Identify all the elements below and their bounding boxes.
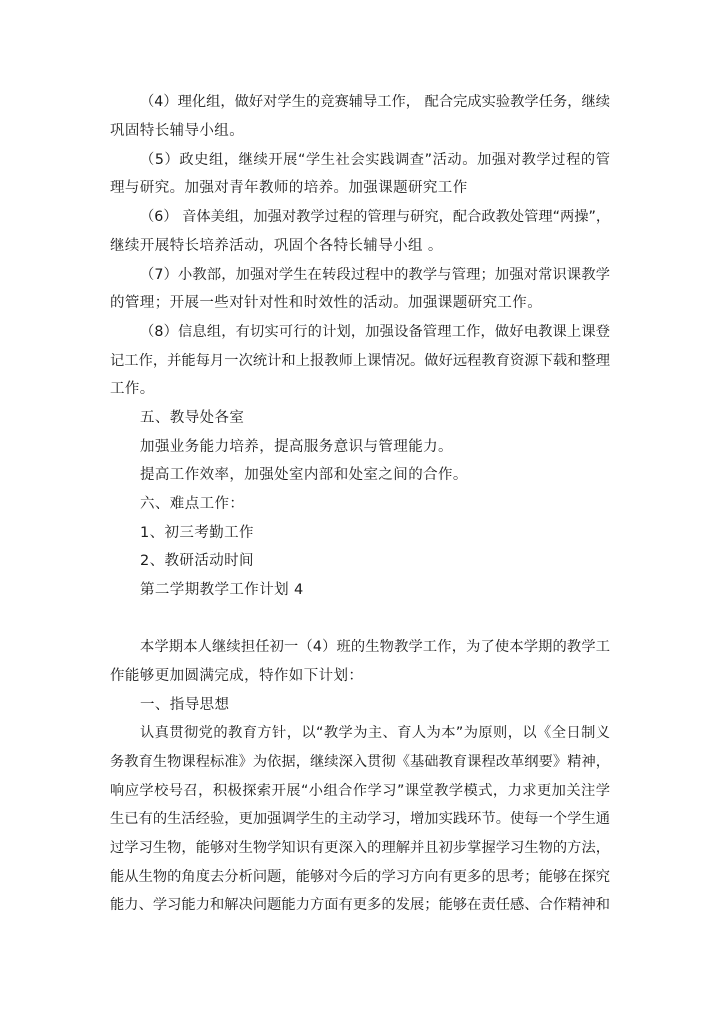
paragraph-line: 能从生物的角度去分析问题，能够对今后的学习方向有更多的思考；能够在探究 [110, 869, 610, 885]
paragraph-line: 能力、学习能力和解决问题能力方面有更多的发展；能够在责任感、合作精神和 [110, 897, 610, 913]
paragraph-line: 加强业务能力培养，提高服务意识与管理能力。 [140, 439, 453, 455]
paragraph-line: 的管理；开展一些对针对性和时效性的活动。加强课题研究工作。 [110, 295, 543, 311]
paragraph-line: （5）政史组，继续开展“学生社会实践调查”活动。加强对教学过程的管 [140, 152, 610, 168]
paragraph-line: （7）小教部，加强对学生在转段过程中的教学与管理；加强对常识课教学 [140, 267, 610, 283]
paragraph-line: 继续开展特长培养活动，巩固个各特长辅导小组 。 [110, 238, 443, 254]
paragraph-line: 巩固特长辅导小组。 [110, 123, 245, 139]
paragraph-line: （4）理化组，做好对学生的竞赛辅导工作， 配合完成实验教学任务，继续 [140, 94, 610, 110]
paragraph-line: 提高工作效率，加强处室内部和处室之间的合作。 [140, 467, 468, 483]
paragraph-line: 生已有的生活经验，更加强调学生的主动学习，增加实践环节。使每一个学生通 [110, 811, 610, 827]
section-heading: 五、教导处各室 [140, 410, 245, 426]
paragraph-line: 工作。 [110, 381, 155, 397]
paragraph-line: （8）信息组，有切实可行的计划，加强设备管理工作，做好电教课上课登 [140, 324, 610, 340]
paragraph-line: 务教育生物课程标准》为依据，继续深入贯彻《基础教育课程改革纲要》精神， [110, 754, 610, 770]
paragraph-line: 作能够更加圆满完成，特作如下计划： [110, 668, 364, 684]
paragraph-line: 过学习生物，能够对生物学知识有更深入的理解并且初步掌握学习生物的方法， [110, 840, 610, 856]
paragraph-line: 本学期本人继续担任初一（4）班的生物教学工作，为了使本学期的教学工 [140, 639, 610, 655]
list-item: 1、初三考勤工作 [140, 525, 254, 541]
paragraph-line: 理与研究。加强对青年教师的培养。加强课题研究工作 [110, 180, 468, 196]
paragraph-line: （6） 音体美组，加强对教学过程的管理与研究，配合政教处管理“两操”， [140, 209, 611, 225]
document-subtitle: 第二学期教学工作计划 4 [140, 582, 304, 598]
list-item: 2、教研活动时间 [140, 553, 254, 569]
section-heading: 一、指导思想 [140, 697, 230, 713]
paragraph-line: 认真贯彻党的教育方针，以“教学为主、育人为本”为原则，以《全日制义 [140, 725, 610, 741]
paragraph-line: 响应学校号召，积极探索开展“小组合作学习”课堂教学模式，力求更加关注学 [110, 783, 610, 799]
section-heading: 六、难点工作： [140, 496, 245, 512]
paragraph-line: 记工作，并能每月一次统计和上报教师上课情况。做好远程教育资源下载和整理 [110, 353, 610, 369]
